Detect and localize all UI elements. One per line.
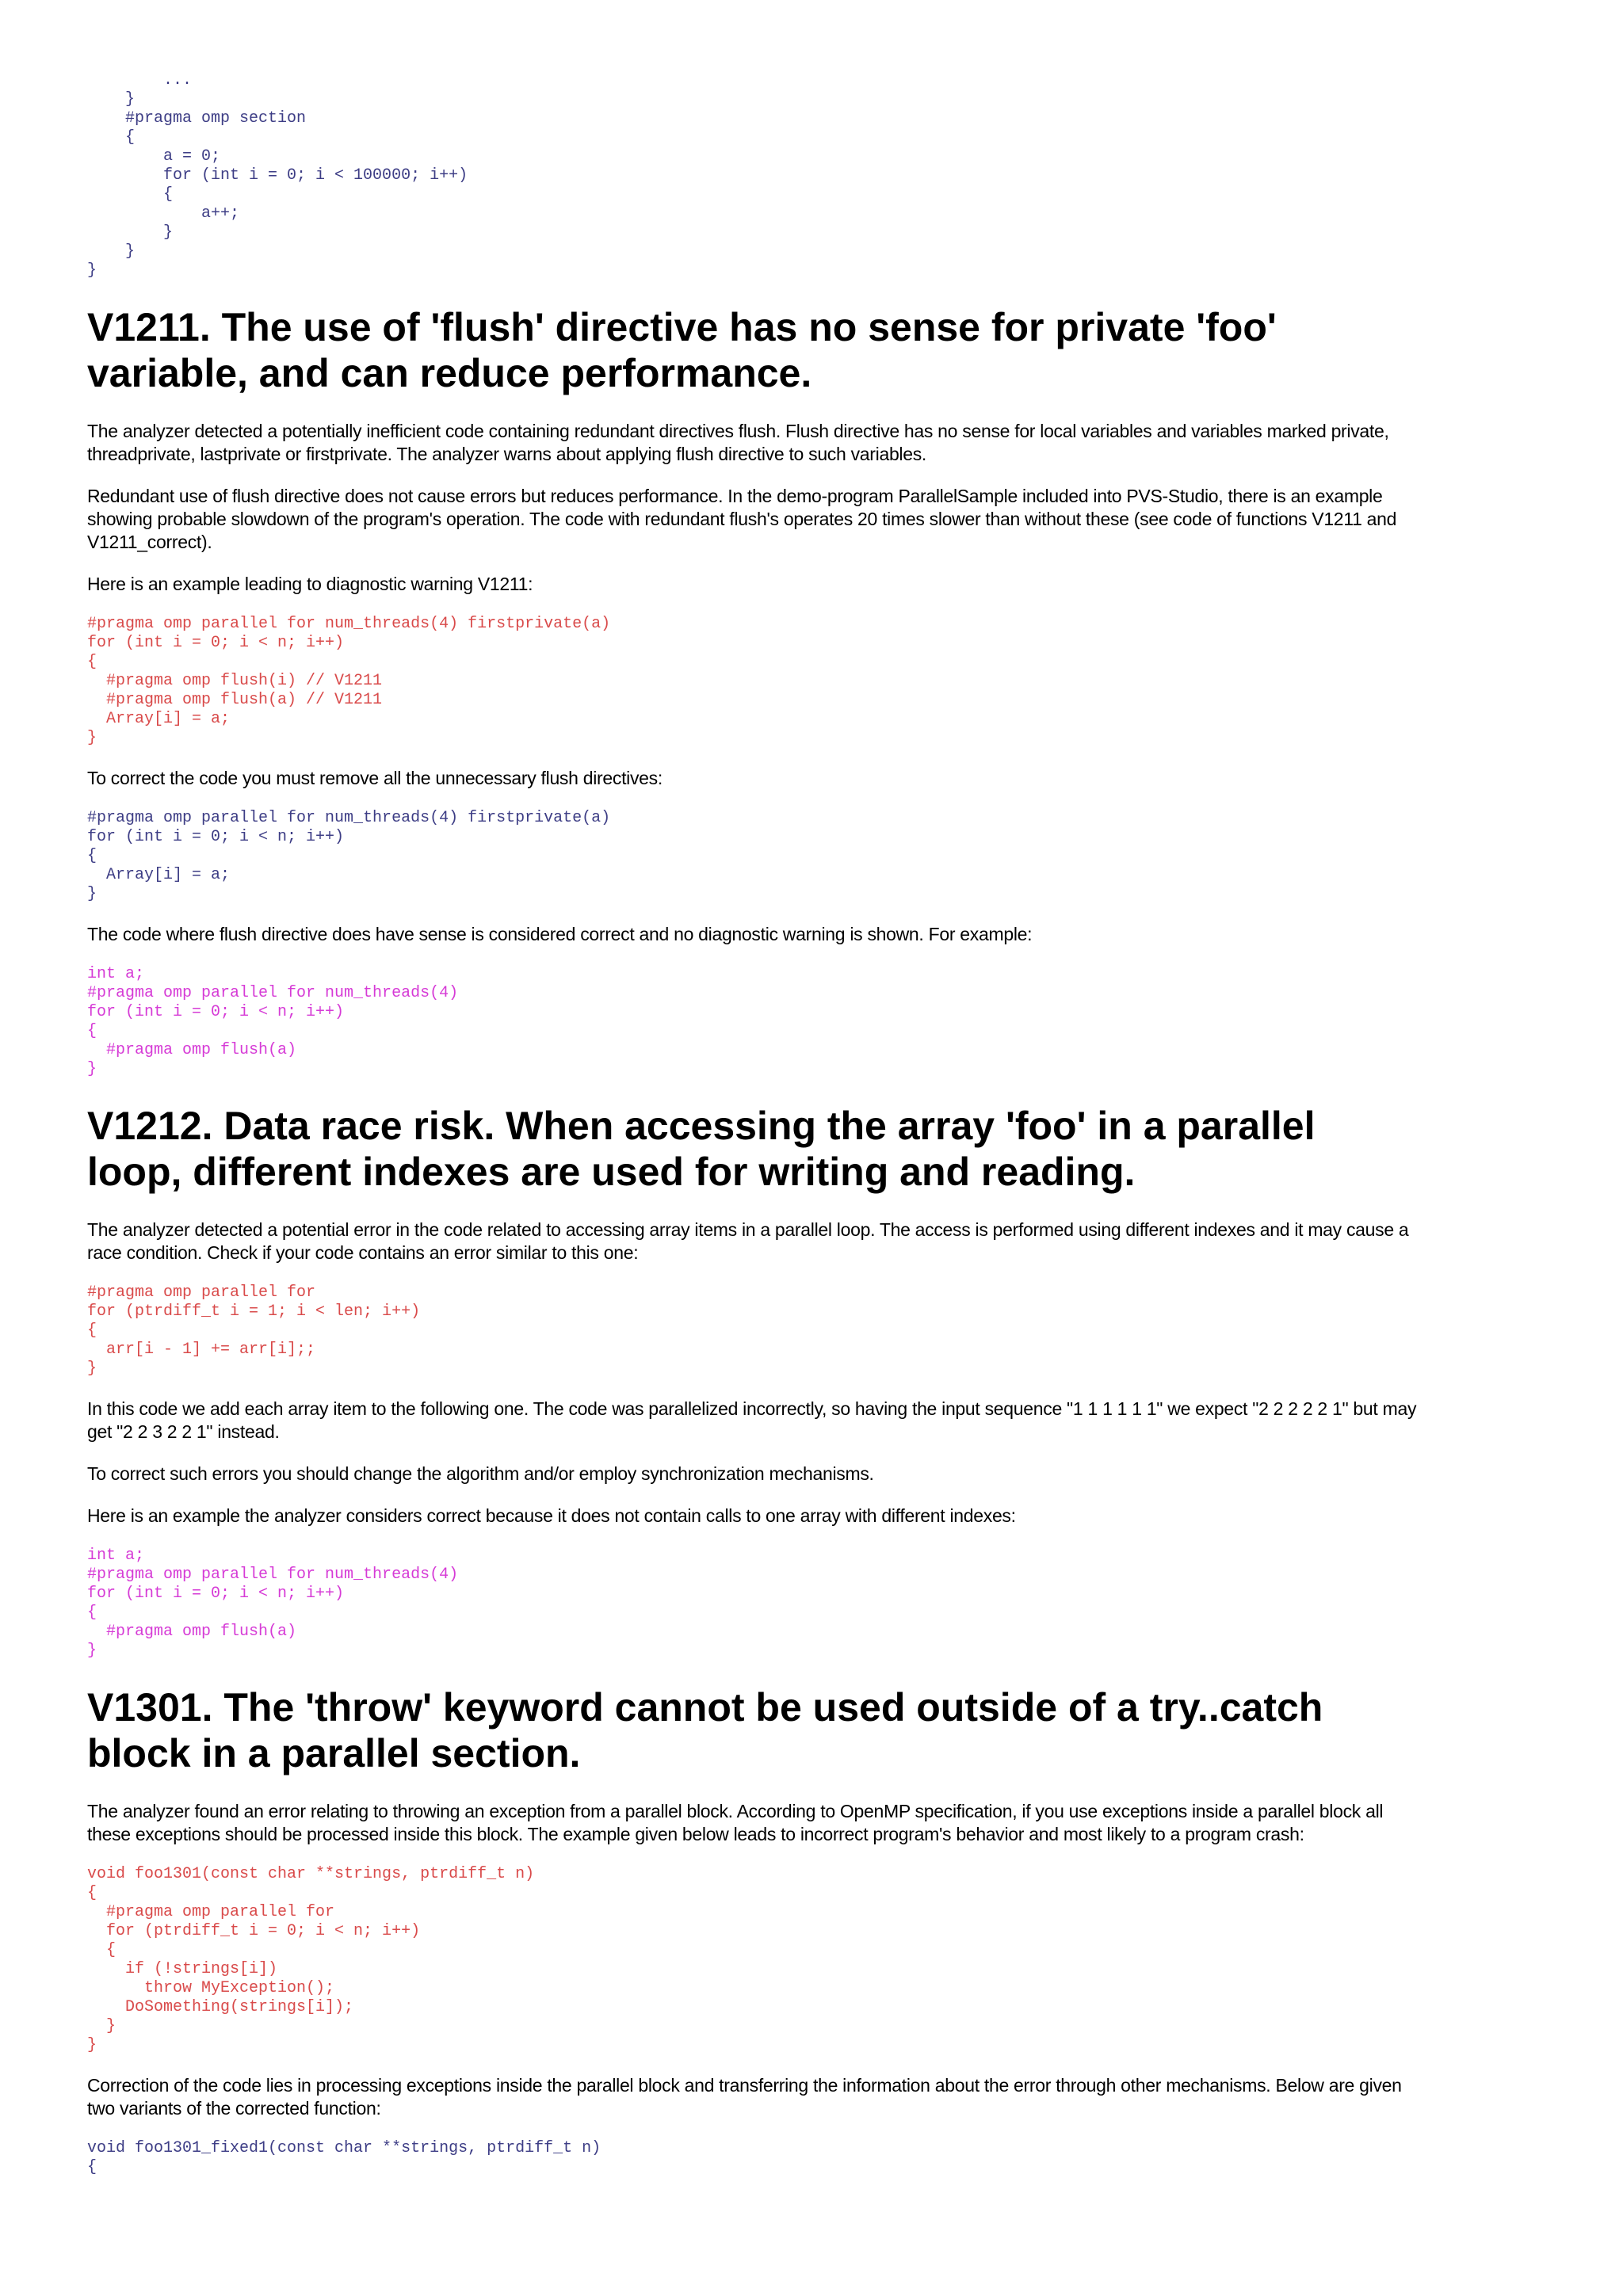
paragraph: Redundant use of flush directive does not cause errors but reduces performance. In the demo-program ParallelSample included into PVS-Studio, there is an example showing probable slowdown of the program's operation. The code with redundant flush's operates 20 times slower than without these (see code of functions V1211 and V1211_correct). <box>87 486 1397 552</box>
code-block: #pragma omp parallel for num_threads(4) firstprivate(a) for (int i = 0; i < n; i++) { Array[i] = a; } <box>87 809 611 903</box>
paragraph: In this code we add each array item to the following one. The code was parallelized incorrectly, so having the input sequence "1 1 1 1 1 1" we expect "2 2 2 2 2 1" but may get "2 2 3 2 2 1" instead. <box>87 1398 1417 1442</box>
code-block: void foo1301_fixed1(const char **strings, ptrdiff_t n) { <box>87 2139 601 2176</box>
paragraph: Here is an example leading to diagnostic warning V1211: <box>87 574 533 594</box>
paragraph: The analyzer detected a potentially inefficient code containing redundant directives flush. Flush directive has no sense for local variables and variables marked private, threadprivate, lastprivate or firstprivate. The analyzer warns about applying flush directive to such variables. <box>87 421 1389 464</box>
code-block: #pragma omp parallel for for (ptrdiff_t i = 1; i < len; i++) { arr[i - 1] += arr[i];; } <box>87 1283 421 1378</box>
paragraph: The analyzer detected a potential error in the code related to accessing array items in a parallel loop. The access is performed using different indexes and it may cause a race condition. Check if your code contains an error similar to this one: <box>87 1219 1409 1263</box>
code-block-top: ... } #pragma omp section { a = 0; for (int i = 0; i < 100000; i++) { a++; } } } <box>87 71 468 280</box>
code-block: int a; #pragma omp parallel for num_threads(4) for (int i = 0; i < n; i++) { #pragma omp flush(a) } <box>87 965 459 1078</box>
code-block: #pragma omp parallel for num_threads(4) firstprivate(a) for (int i = 0; i < n; i++) { #pragma omp flush(i) // V1211 #pragma omp flush(a) // V1211 Array[i] = a; } <box>87 615 611 747</box>
paragraph: The code where flush directive does have sense is considered correct and no diagnostic warning is shown. For example: <box>87 924 1033 944</box>
paragraph: The analyzer found an error relating to throwing an exception from a parallel block. According to OpenMP specification, if you use exceptions inside a parallel block all these exceptions should be processed inside this block. The example given below leads to incorrect program's behavior and most likely to a program crash: <box>87 1801 1384 1844</box>
paragraph: Correction of the code lies in processing exceptions inside the parallel block and transferring the information about the error through other mechanisms. Below are given two variants of the corrected function: <box>87 2075 1402 2119</box>
code-block: void foo1301(const char **strings, ptrdiff_t n) { #pragma omp parallel for for (ptrdiff_t i = 0; i < n; i++) { if (!strings[i]) throw MyException(); DoSomething(strings[i]); } } <box>87 1865 535 2054</box>
paragraph: To correct such errors you should change the algorithm and/or employ synchronization mechanisms. <box>87 1463 874 1484</box>
section-heading-v1212: V1212. Data race risk. When accessing the array 'foo' in a parallel loop, different indexes are used for writing and reading. <box>87 1104 1316 1194</box>
paragraph: To correct the code you must remove all the unnecessary flush directives: <box>87 768 663 788</box>
code-block: int a; #pragma omp parallel for num_threads(4) for (int i = 0; i < n; i++) { #pragma omp flush(a) } <box>87 1547 459 1660</box>
document-page <box>87 71 1419 2177</box>
paragraph: Here is an example the analyzer considers correct because it does not contain calls to one array with different indexes: <box>87 1505 1016 1526</box>
section-heading-v1211: V1211. The use of 'flush' directive has no sense for private 'foo' variable, and can reduce performance. <box>87 305 1277 395</box>
section-heading-v1301: V1301. The 'throw' keyword cannot be used outside of a try..catch block in a parallel section. <box>87 1685 1323 1775</box>
